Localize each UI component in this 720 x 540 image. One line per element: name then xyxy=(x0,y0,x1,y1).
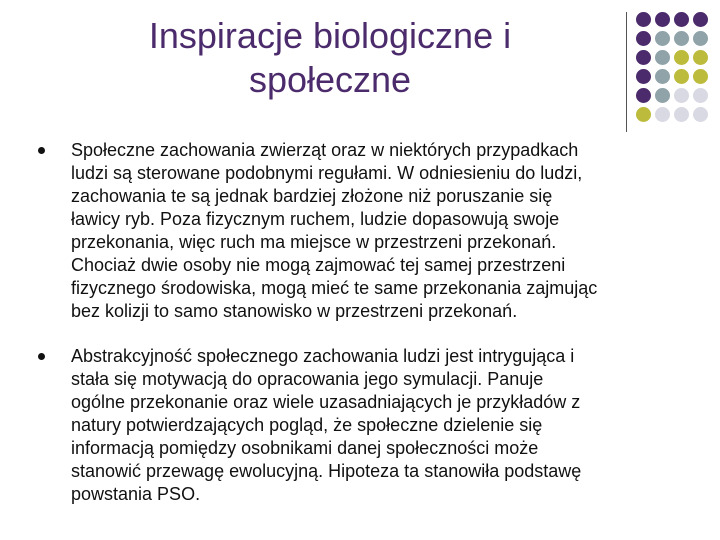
decorative-dot xyxy=(693,88,708,103)
slide-title-line-1: Inspiracje biologiczne i xyxy=(148,15,512,56)
decorative-dot xyxy=(655,88,670,103)
decorative-dot xyxy=(655,50,670,65)
decorative-dot xyxy=(636,12,651,27)
bullet-2-line-6: stanowić przewagę ewolucyjną. Hipoteza ta stanowiła podstawę xyxy=(71,461,582,481)
slide-title xyxy=(60,14,600,102)
bullet-item-2 xyxy=(38,345,698,506)
bullet-1-line-2: ludzi są sterowane podobnymi regułami. W odniesieniu do ludzi, xyxy=(71,163,583,183)
decorative-dot xyxy=(655,12,670,27)
decorative-dot xyxy=(674,69,689,84)
bullet-1-line-6: Chociaż dwie osoby nie mogą zajmować tej samej przestrzeni xyxy=(71,255,566,275)
bullet-2-line-3: ogólne przekonanie oraz wiele uzasadniających je przykładów z xyxy=(71,392,581,412)
decorative-dot xyxy=(674,107,689,122)
bullet-1-line-4: ławicy ryb. Poza fizycznym ruchem, ludzie dopasowują swoje xyxy=(71,209,560,229)
slide-title-line-2: społeczne xyxy=(248,59,412,100)
decorative-dot xyxy=(636,69,651,84)
decorative-dot xyxy=(636,107,651,122)
decorative-dot xyxy=(693,107,708,122)
bullet-marker xyxy=(38,147,45,154)
bullet-1-line-1: Społeczne zachowania zwierząt oraz w niektórych przypadkach xyxy=(71,140,579,160)
decorative-dot xyxy=(693,69,708,84)
bullet-item-1 xyxy=(38,139,698,323)
bullet-2-line-5: informacją pomiędzy osobnikami danej społeczności może xyxy=(71,438,539,458)
decorative-dot xyxy=(636,31,651,46)
bullet-2-line-2: stała się motywacją do opracowania jego symulacji. Panuje xyxy=(71,369,544,389)
decorative-dot xyxy=(655,69,670,84)
bullet-2-line-1: Abstrakcyjność społecznego zachowania ludzi jest intrygująca i xyxy=(71,346,575,366)
decorative-dot xyxy=(674,31,689,46)
decorative-dot xyxy=(693,12,708,27)
decorative-dot xyxy=(674,50,689,65)
bullet-1-line-8: bez kolizji to samo stanowisko w przestrzeni przekonań. xyxy=(71,301,518,321)
bullet-1-line-7: fizycznego środowiska, mogą mieć te same przekonania zajmując xyxy=(71,278,598,298)
bullet-list xyxy=(38,139,698,528)
bullet-1-line-5: przekonania, więc ruch ma miejsce w przestrzeni przekonań. xyxy=(71,232,557,252)
title-divider-line xyxy=(626,12,627,132)
decorative-dot xyxy=(693,31,708,46)
decorative-dot xyxy=(674,12,689,27)
decorative-dot xyxy=(655,107,670,122)
decorative-dot xyxy=(636,50,651,65)
bullet-2-line-4: natury potwierdzających pogląd, że społeczne dzielenie się xyxy=(71,415,543,435)
decorative-dot xyxy=(636,88,651,103)
bullet-marker xyxy=(38,353,45,360)
decorative-dot xyxy=(655,31,670,46)
bullet-1-line-3: zachowania te są jednak bardziej złożone niż poruszanie się xyxy=(71,186,553,206)
decorative-dot xyxy=(674,88,689,103)
bullet-2-line-7: powstania PSO. xyxy=(71,484,201,504)
decorative-dot xyxy=(693,50,708,65)
